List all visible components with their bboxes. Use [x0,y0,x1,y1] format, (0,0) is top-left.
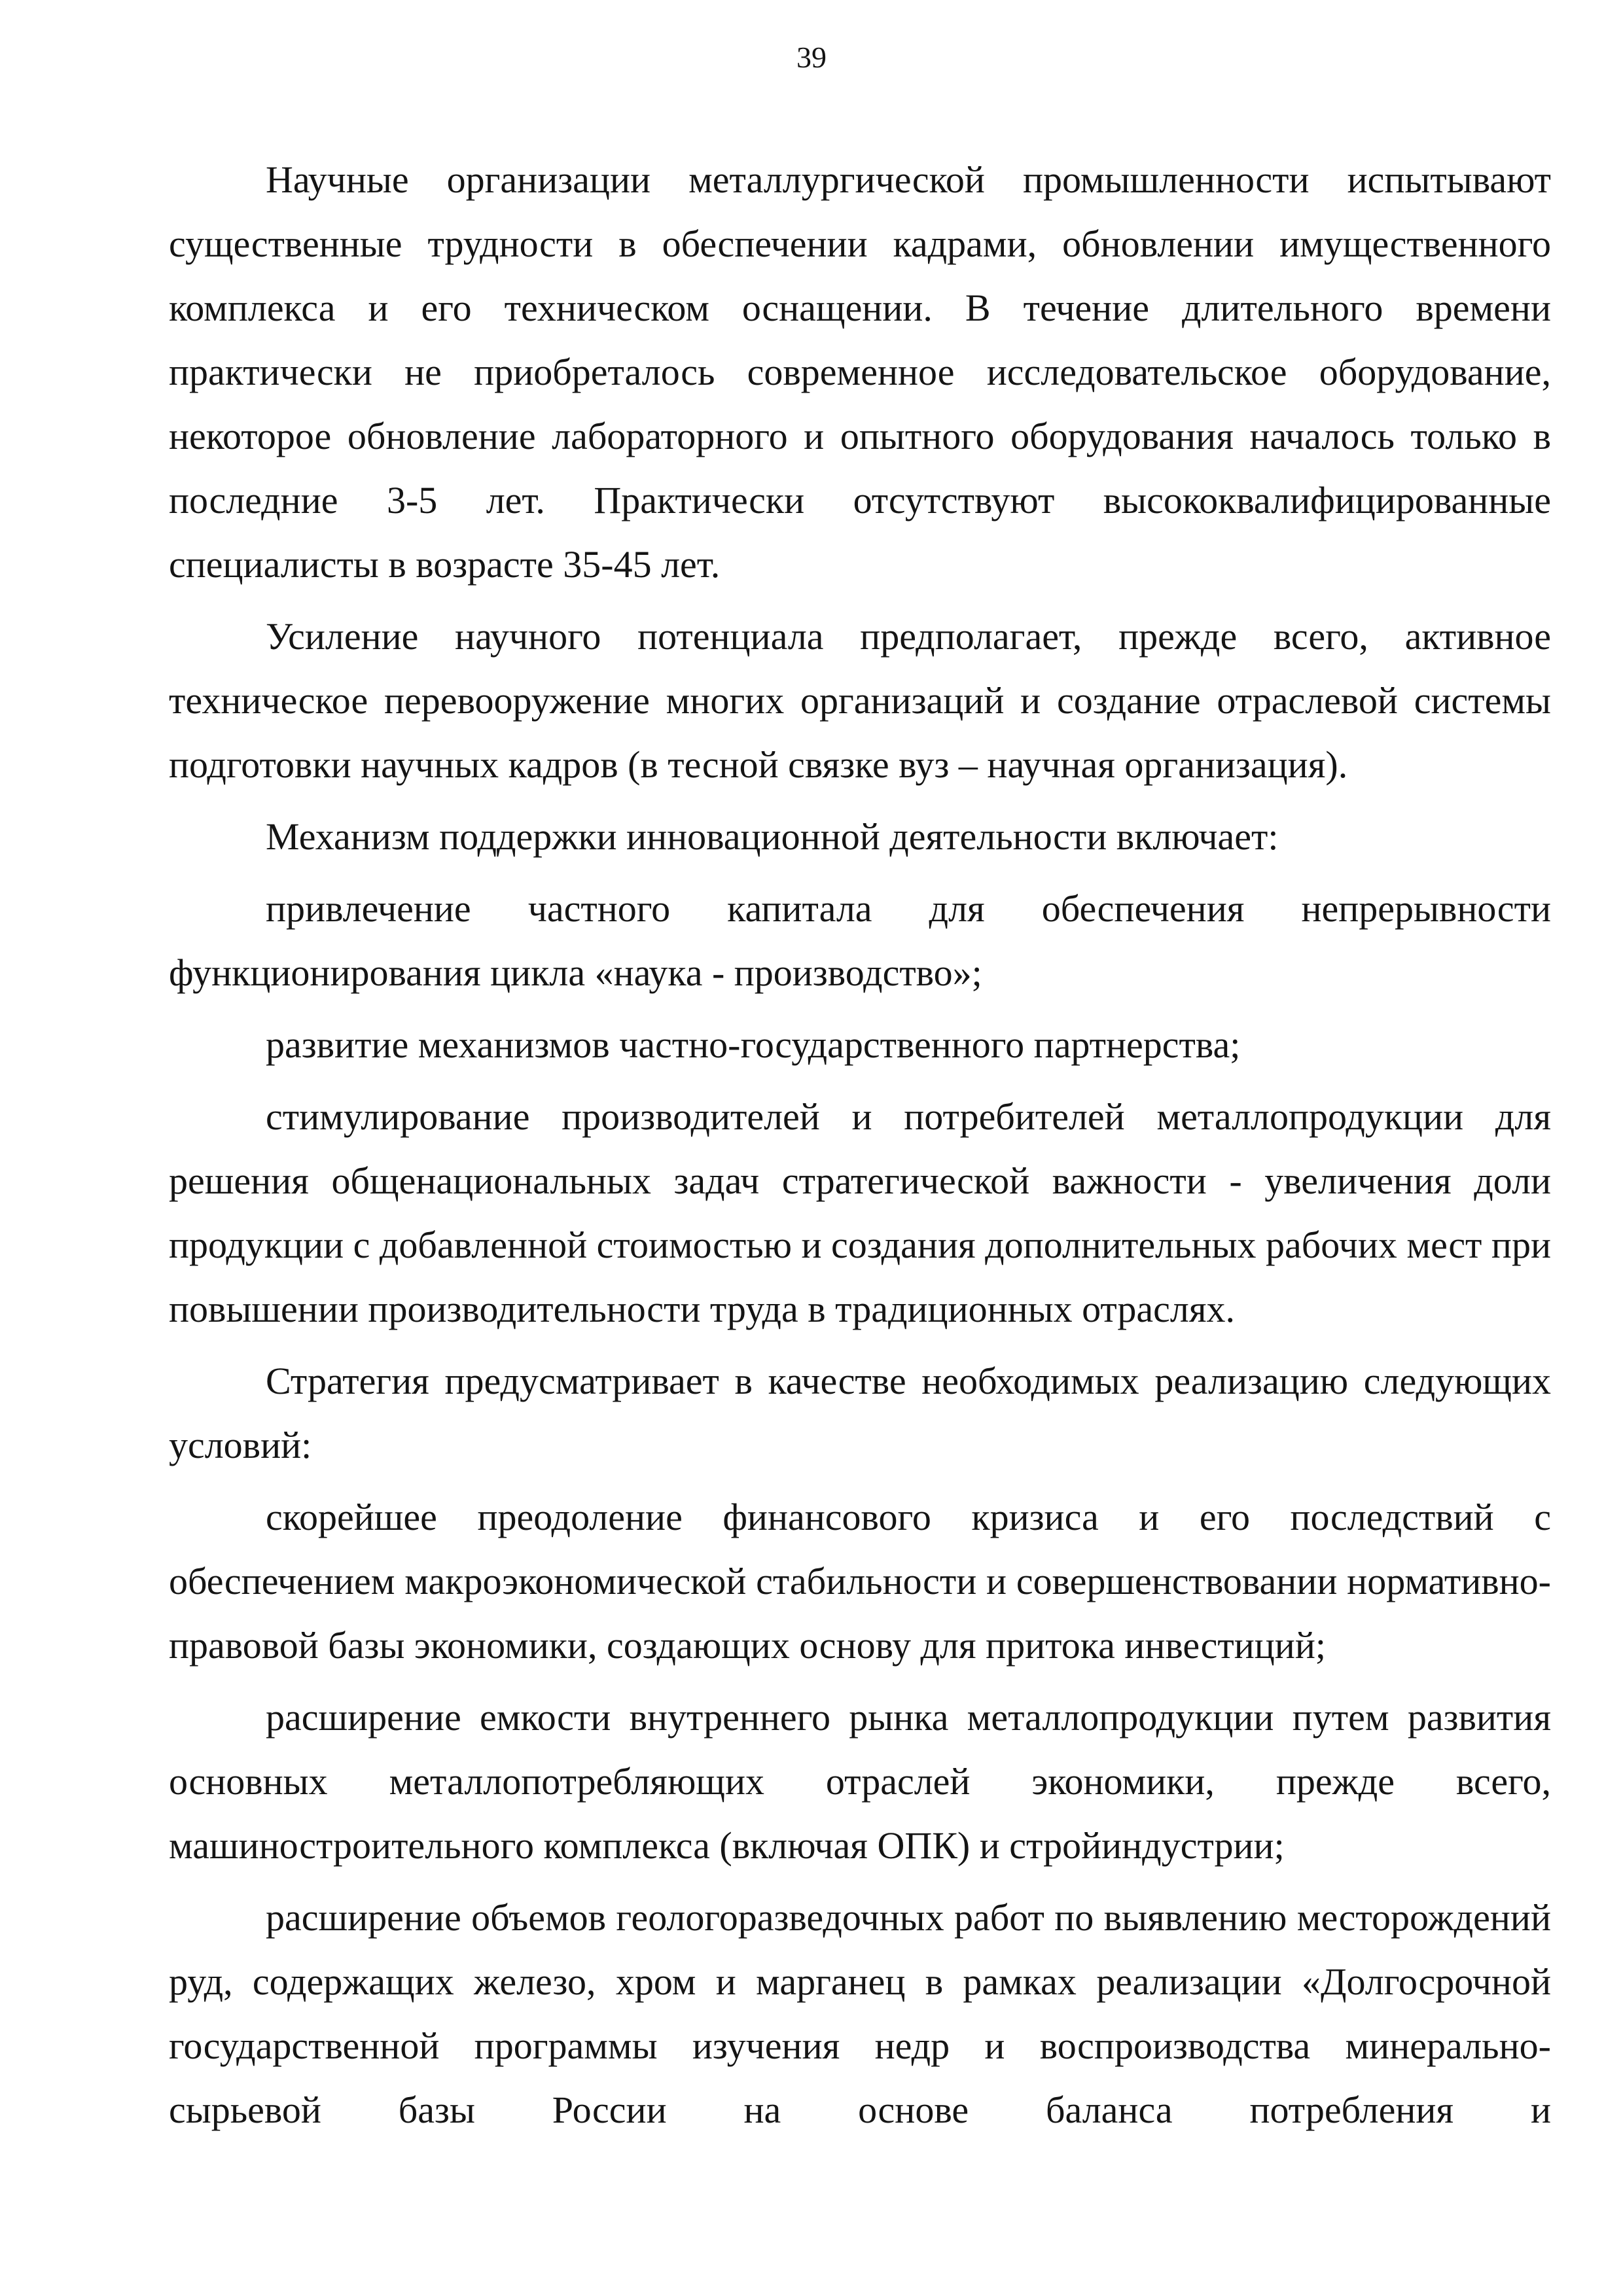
list-item-private-capital: привлечение частного капитала для обеспечения непрерывности функционирования цикла «наука - производство»; [169,887,1551,994]
list-item-public-private-partnership: развитие механизмов частно-государственного партнерства; [266,1023,1241,1066]
list-item-domestic-market: расширение емкости внутреннего рынка металлопродукции путем развития основных металлопотребляющих отраслей экономики, прежде всего, машиностроительного комплекса (включая ОПК) и стройиндустрии; [169,1696,1551,1867]
paragraph-research-staffing: Научные организации металлургической промышленности испытывают существенные трудности в обеспечении кадрами, обновлении имущественного комплекса и его техническом оснащении. В течение длительного времени практически не приобреталось современное исследовательское оборудование, некоторое обновление лабораторного и опытного оборудования началось только в последние 3-5 лет. Практически отсутствуют высококвалифицированные специалисты в возрасте 35-45 лет. [169,158,1551,586]
paragraph-scientific-potential: Усиление научного потенциала предполагает, прежде всего, активное техническое перевооружение многих организаций и создание отраслевой системы подготовки научных кадров (в тесной связке вуз – научная организация). [169,615,1551,786]
paragraph-innovation-mechanism: Механизм поддержки инновационной деятельности включает: [266,815,1279,858]
list-item-producer-stimulation: стимулирование производителей и потребителей металлопродукции для решения общенациональных задач стратегической важности - увеличения доли продукции с добавленной стоимостью и создания дополнительных рабочих мест при повышении производительности труда в традиционных отраслях. [169,1095,1551,1330]
list-item-geological-exploration: расширение объемов геологоразведочных работ по выявлению месторождений руд, содержащих железо, хром и марганец в рамках реализации «Долгосрочной государственной программы изучения недр и воспроизводства минерально-сырьевой базы России на основе баланса потребления и [169,1896,1551,2131]
page-number: 39 [796,41,827,74]
list-item-crisis-recovery: скорейшее преодоление финансового кризиса и его последствий с обеспечением макроэкономической стабильности и совершенствовании нормативно-правовой базы экономики, создающих основу для притока инвестиций; [169,1496,1551,1667]
document-body [169,148,1551,2142]
paragraph-strategy-conditions: Стратегия предусматривает в качестве необходимых реализацию следующих условий: [169,1360,1551,1466]
